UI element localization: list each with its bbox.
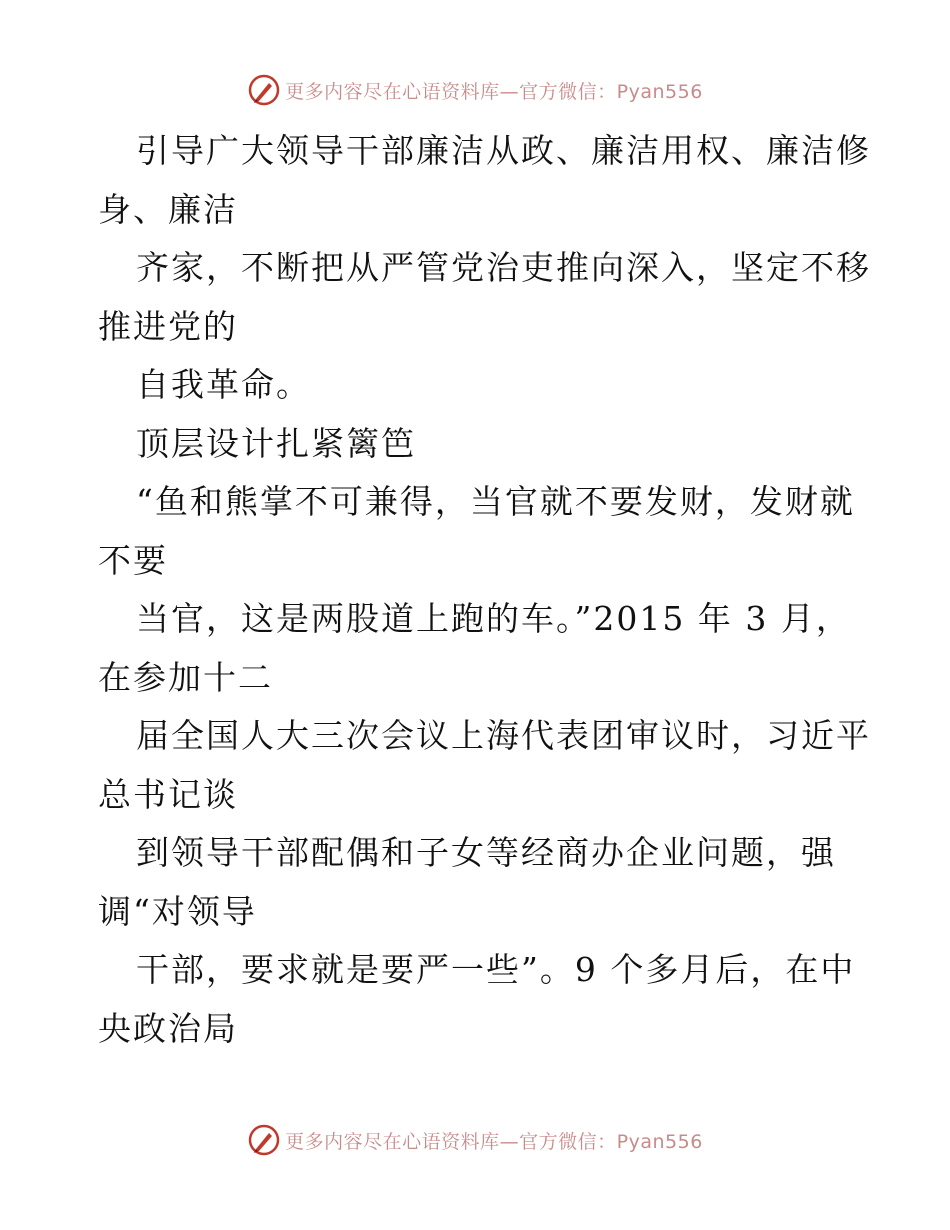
text-line: 央政治局 <box>98 1008 238 1048</box>
pen-logo-icon <box>247 73 281 107</box>
document-body <box>98 122 871 1058</box>
text-line: 当官，这是两股道上跑的车。”2015 年 3 月， <box>136 599 851 638</box>
text-line: 调“对领导 <box>98 891 257 931</box>
text-line: 干部，要求就是要严一些”。9 个多月后，在中 <box>136 950 856 989</box>
text-line: 在参加十二 <box>98 657 273 697</box>
text-line: 到领导干部配偶和子女等经商办企业问题，强 <box>136 833 836 872</box>
footer-banner <box>0 1120 950 1160</box>
header-banner <box>0 70 950 110</box>
header-banner-text: 更多内容尽在心语资料库—官方微信：Pyan556 <box>285 80 703 103</box>
text-line: 顶层设计扎紧篱笆 <box>136 423 416 463</box>
text-line: “鱼和熊掌不可兼得，当官就不要发财，发财就 <box>136 482 855 521</box>
pen-logo-icon <box>247 1123 281 1157</box>
text-line: 齐家，不断把从严管党治吏推向深入，坚定不移 <box>136 248 871 287</box>
text-line: 推进党的 <box>98 306 238 346</box>
text-line: 总书记谈 <box>98 774 238 814</box>
text-line: 不要 <box>98 540 168 580</box>
text-line: 引导广大领导干部廉洁从政、廉洁用权、廉洁修 <box>136 131 871 170</box>
text-line: 自我革命。 <box>136 365 311 404</box>
text-line: 届全国人大三次会议上海代表团审议时，习近平 <box>136 716 871 755</box>
footer-banner-text: 更多内容尽在心语资料库—官方微信：Pyan556 <box>285 1130 703 1153</box>
text-line: 身、廉洁 <box>98 189 238 229</box>
